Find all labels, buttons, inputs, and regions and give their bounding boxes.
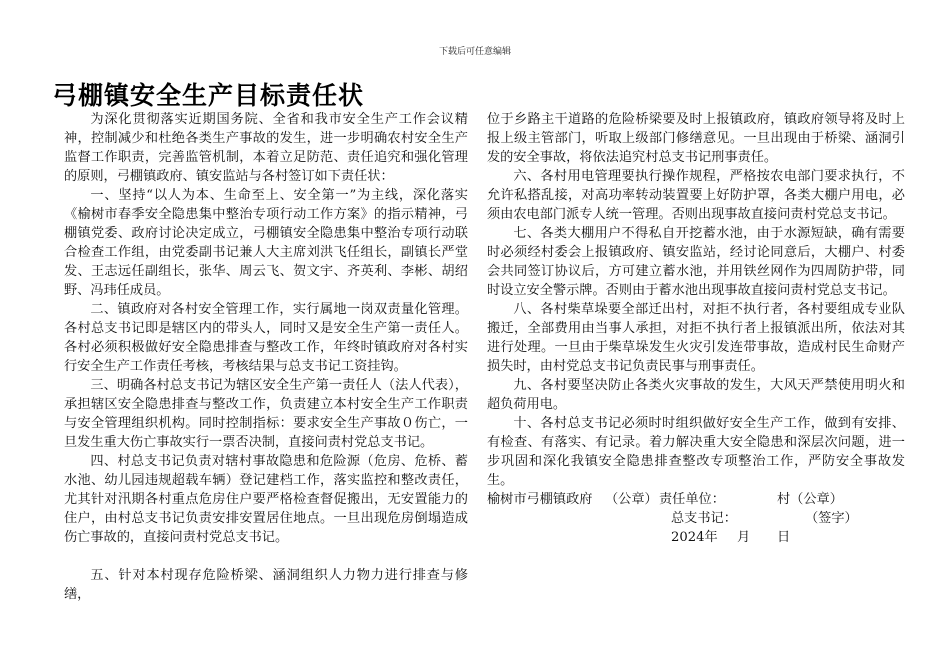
clause-3: 三、明确各村总支书记为辖区安全生产第一责任人（法人代表），承担辖区安全隐患排查与整改工作，负责建立本村安全生产工作职责与安全管理组织机构。同时控制指标：要求安全生产事故０伤亡，一旦发生重大伤亡事故实行一票否决制，直接问责村党总支书记。 [64,378,468,450]
left-column [64,110,468,604]
document-title: 弓棚镇安全生产目标责任状 [52,81,365,110]
signature-line-2 [487,509,905,528]
date-line [487,528,905,547]
signing-government: 榆树市弓棚镇政府 [487,492,593,507]
date-month: 月 [737,530,751,545]
clause-10: 十、各村总支书记必须时时组织做好安全生产工作，做到有安排、有检查、有落实、有记录。着力解决重大安全隐患和深层次问题，进一步巩固和深化我镇安全隐患排查整改专项整治工作，严防安全事故发生。 [487,416,905,488]
clause-8: 八、各村柴草垛要全部迁出村，对拒不执行者，各村要组成专业队搬迁，全部费用由当事人承担，对拒不执行者上报镇派出所，依法对其进行处理。一旦由于柴草垛发生火灾引发连带事故，造成村民生命财产损失时，由村党总支书记负责民事与刑事责任。 [487,302,905,374]
date-year: 2024年 [671,530,718,545]
date-day: 日 [777,530,791,545]
clause-1: 一、坚持“以人为本、生命至上、安全第一”为主线，深化落实《榆树市春季安全隐患集中整治专项行动工作方案》的指示精神，弓棚镇党委、政府讨论决定成立，弓棚镇安全隐患集中整治专项行动联合检查工作组，由党委副书记兼人大主席刘洪飞任组长，副镇长严堂发、王志远任副组长，张华、周云飞、贺文宇、齐英利、李彬、胡绍野、冯玮任成员。 [64,188,468,298]
clause-6: 六、各村用电管理要执行操作规程，严格按农电部门要求执行，不允许私搭乱接，对高功率转动装置要上好防护罩，各类大棚户用电，必须由农电部门派专人统一管理。否则出现事故直接问责村党总支书记。 [487,169,905,222]
right-column [487,110,905,547]
intro-paragraph: 为深化贯彻落实近期国务院、全省和我市安全生产工作会议精神，控制减少和杜绝各类生产事故的发生，进一步明确农村安全生产监督工作职责，完善监管机制，本着立足防范、责任追究和强化管理的原则，弓棚镇政府、镇安监站与各村签订如下责任状： [64,112,468,184]
government-seal: （公章） [605,492,658,507]
responsible-unit-label: 责任单位： [659,492,725,507]
header-note: 下载后可任意编辑 [438,47,511,57]
clause-5-continued: 位于乡路主干道路的危险桥梁要及时上报镇政府，镇政府领导将及时上报上级主管部门，听取上级部门修缮意见。一旦出现由于桥梁、涵洞引发的安全事故，将依法追究村总支书记刑事责任。 [487,112,905,165]
clause-5-start: 五、针对本村现存危险桥梁、涵洞组织人力物力进行排查与修缮， [64,568,468,602]
clause-7: 七、各类大棚用户不得私自开挖蓄水池，由于水源短缺，确有需要时必须经村委会上报镇政府、镇安监站，经讨论同意后，大棚户、村委会共同签订协议后，方可建立蓄水池，并用铁丝网作为四周防护带，同时设立安全警示牌。否则由于蓄水池出现事故直接问责村党总支书记。 [487,226,905,298]
clause-9: 九、各村要坚决防止各类火灾事故的发生，大风天严禁使用明火和超负荷用电。 [487,378,905,412]
clause-2: 二、镇政府对各村安全管理工作，实行属地一岗双责量化管理。各村总支书记即是辖区内的带头人，同时又是安全生产第一责任人。各村必须积极做好安全隐患排查与整改工作，年终时镇政府对各村实行安全生产工作责任考核，考核结果与总支书记工资挂钩。 [64,302,468,374]
village-seal: 村（公章） [777,492,843,507]
secretary-label: 总支书记： [671,511,737,526]
signature-line-1 [487,490,905,509]
signature-field: （签字） [805,511,858,526]
clause-4: 四、村总支书记负责对辖村事故隐患和危险源（危房、危桥、蓄水池、幼儿园违规超载车辆）登记建档工作，落实监控和整改责任，尤其针对汛期各村重点危房住户要严格检查督促搬出，无安置能力的住户，由村总支书记负责安排安置居住地点。一旦出现危房倒塌造成伤亡事故的，直接问责村党总支书记。 [64,454,468,545]
